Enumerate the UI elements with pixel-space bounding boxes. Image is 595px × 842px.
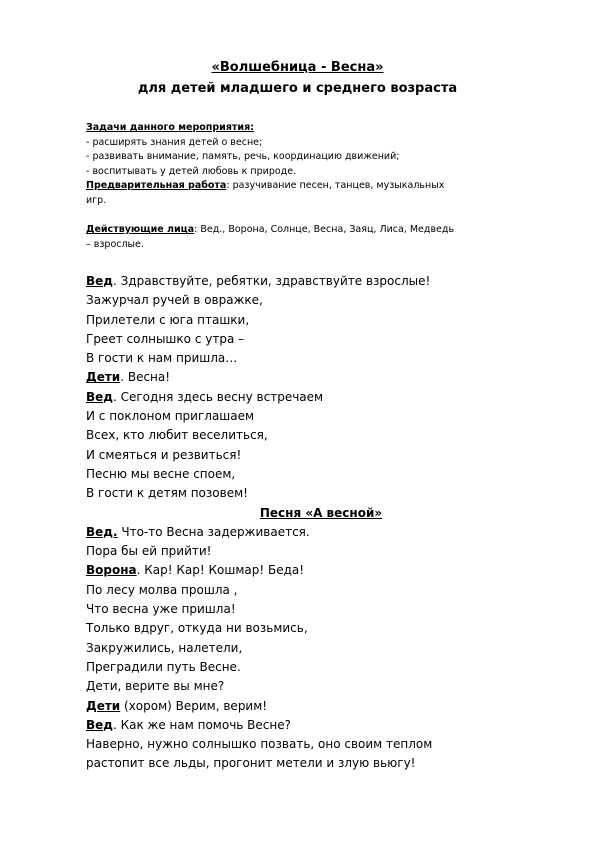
script-line <box>86 561 556 580</box>
song-title: Песня «А весной» <box>259 505 383 520</box>
speaker-name: Вед. <box>86 524 118 539</box>
line-text: Преградили путь Весне. <box>86 659 241 674</box>
script-line <box>86 426 556 445</box>
document-subtitle: для детей младшего и среднего возраста <box>137 81 458 96</box>
script-line <box>86 677 556 696</box>
script-line <box>86 465 556 484</box>
script-line <box>86 311 556 330</box>
line-text: . Как же нам помочь Весне? <box>112 717 291 732</box>
line-text: В гости к детям позовем! <box>86 486 248 501</box>
line-text: Всех, кто любит веселиться, <box>86 428 268 443</box>
script-line <box>86 484 556 503</box>
line-text: Закружились, налетели, <box>86 640 243 655</box>
line-text: . Кар! Кар! Кошмар! Беда! <box>136 563 305 578</box>
cast-text: : Вед., Ворона, Солнце, Весна, Заяц, Лиса, Медведь <box>194 224 455 235</box>
tasks-heading: Задачи данного мероприятия: <box>86 122 254 133</box>
script-line <box>86 697 556 716</box>
line-text: Пора бы ей прийти! <box>86 544 212 559</box>
script-body <box>86 272 556 774</box>
line-text: Дети, верите вы мне? <box>86 679 225 694</box>
script-line <box>86 619 556 638</box>
prep-label: Предварительная работа <box>86 180 227 191</box>
line-text: растопит все льды, прогонит метели и злую вьюгу! <box>86 756 416 771</box>
speaker-name: Вед <box>86 389 113 404</box>
line-text: Наверно, нужно солнышко позвать, оно своим теплом <box>86 737 433 752</box>
tasks-section <box>86 121 556 208</box>
line-text: Песню мы весне споем, <box>86 466 236 481</box>
script-line <box>86 735 556 754</box>
speaker-name: Дети <box>86 698 121 713</box>
line-text: (хором) Верим, верим! <box>120 698 268 713</box>
line-text: Греет солнышко с утра – <box>86 331 245 346</box>
line-text: . Весна! <box>120 370 171 385</box>
task-item: - воспитывать у детей любовь к природе. <box>86 165 297 177</box>
script-line <box>86 754 556 773</box>
line-text: В гости к нам пришла… <box>86 351 238 366</box>
line-text: И смеяться и резвиться! <box>86 447 242 462</box>
cast-text-continued: – взрослые. <box>86 238 144 250</box>
script-line <box>86 291 556 310</box>
script-line <box>86 272 556 291</box>
script-line <box>86 388 556 407</box>
task-item: - развивать внимание, память, речь, координацию движений; <box>86 151 400 162</box>
script-line <box>86 542 556 561</box>
script-line <box>86 368 556 387</box>
speaker-name: Вед <box>86 717 113 732</box>
script-line <box>86 407 556 426</box>
line-text: Только вдруг, откуда ни возьмись, <box>86 621 308 636</box>
script-line <box>86 523 556 542</box>
speaker-name: Ворона <box>86 563 137 578</box>
line-text: Что-то Весна задерживается. <box>117 524 310 539</box>
document-title: «Волшебница - Весна» <box>211 60 384 75</box>
line-text: И с поклоном приглашаем <box>86 409 255 424</box>
script-line <box>86 716 556 735</box>
script-line <box>86 446 556 465</box>
script-line <box>86 639 556 658</box>
line-text: По лесу молва прошла , <box>86 582 238 597</box>
script-line <box>86 581 556 600</box>
script-line <box>86 658 556 677</box>
script-line <box>86 330 556 349</box>
prep-text-continued: игр. <box>86 194 107 206</box>
speaker-name: Дети <box>86 370 121 385</box>
cast-section <box>86 223 556 252</box>
script-line <box>86 600 556 619</box>
speaker-name: Вед <box>86 274 113 288</box>
script-line <box>86 349 556 368</box>
prep-text: : разучивание песен, танцев, музыкальных <box>226 180 445 191</box>
line-text: Зажурчал ручей в овражке, <box>86 293 263 308</box>
line-text: Что весна уже пришла! <box>86 602 236 617</box>
line-text: . Сегодня здесь весну встречаем <box>112 389 324 404</box>
line-text: . Здравствуйте, ребятки, здравствуйте взрослые! <box>112 274 431 288</box>
task-item: - расширять знания детей о весне; <box>86 136 263 148</box>
line-text: Прилетели с юга пташки, <box>86 312 250 327</box>
cast-label: Действующие лица <box>86 224 195 235</box>
